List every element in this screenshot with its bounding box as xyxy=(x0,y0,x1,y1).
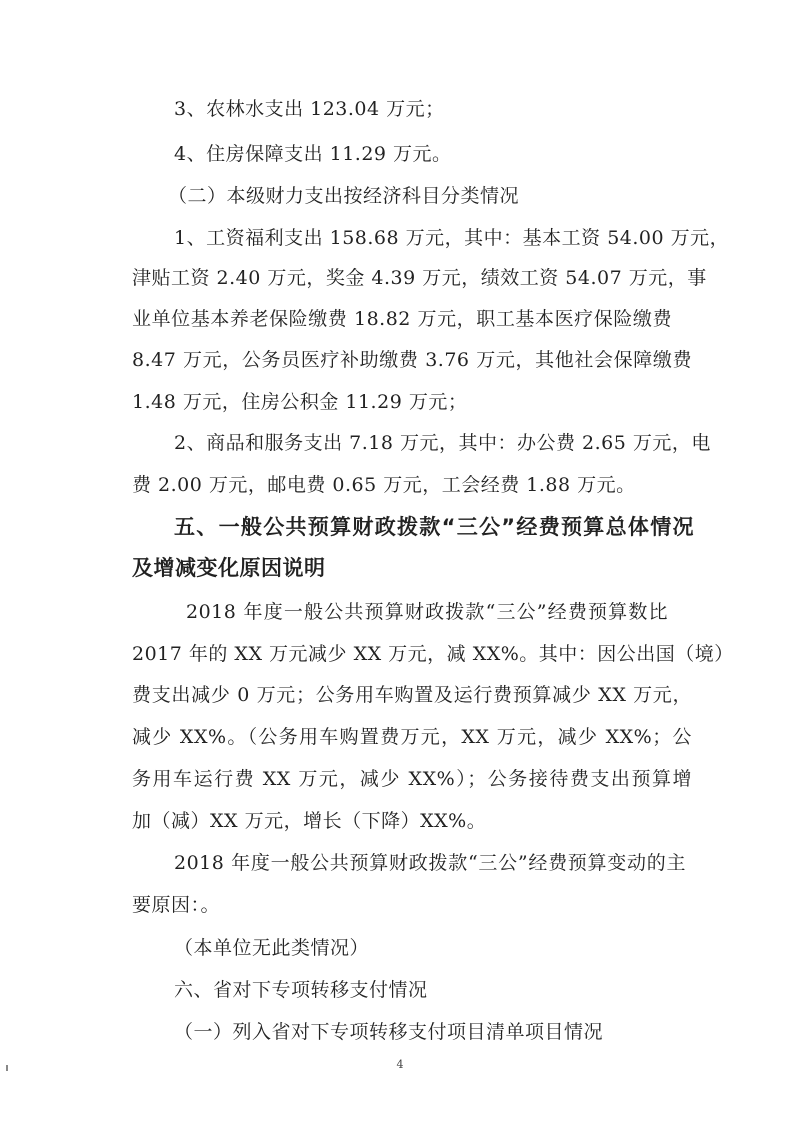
section-heading-five: 五、一般公共预算财政拨款“三公”经费预算总体情况 xyxy=(174,515,694,539)
paragraph-line-wages-1: 1、工资福利支出 158.68 万元，其中：基本工资 54.00 万元， xyxy=(174,227,730,249)
paragraph-line-reason-2: 要原因：。 xyxy=(132,894,221,916)
paragraph-line-sangong-3: 费支出减少 0 万元；公务用车购置及运行费预算减少 XX 万元， xyxy=(132,684,692,706)
section-heading-six: 六、省对下专项转移支付情况 xyxy=(174,979,428,1001)
paragraph-line-wages-4: 8.47 万元，公务员医疗补助缴费 3.76 万元，其他社会保障缴费 xyxy=(132,349,692,371)
paragraph-line-goods-2: 费 2.00 万元，邮电费 0.65 万元，工会经费 1.88 万元。 xyxy=(132,474,636,496)
section-subheading-economic: （二）本级财力支出按经济科目分类情况 xyxy=(168,185,520,207)
paragraph-line-reason-1: 2018 年度一般公共预算财政拨款“三公”经费预算变动的主 xyxy=(174,852,686,874)
paragraph-line-agriculture: 3、农林水支出 123.04 万元； xyxy=(174,98,445,120)
paragraph-line-sangong-1: 2018 年度一般公共预算财政拨款“三公”经费预算数比 xyxy=(186,601,668,623)
paragraph-line-sangong-4: 减少 XX%。（公务用车购置费万元，XX 万元，减少 XX%；公 xyxy=(132,726,692,748)
page-number: 4 xyxy=(396,1058,404,1071)
paragraph-line-housing: 4、住房保障支出 11.29 万元。 xyxy=(174,143,452,165)
paragraph-line-sangong-5: 务用车运行费 XX 万元，减少 XX%）；公务接待费支出预算增 xyxy=(132,768,692,790)
paragraph-line-wages-2: 津贴工资 2.40 万元，奖金 4.39 万元，绩效工资 54.07 万元，事 xyxy=(132,267,707,289)
paragraph-line-wages-3: 业单位基本养老保险缴费 18.82 万元，职工基本医疗保险缴费 xyxy=(132,308,672,330)
paragraph-line-sangong-6: 加（减）XX 万元，增长（下降）XX%。 xyxy=(132,810,487,832)
scan-artifact xyxy=(6,1065,8,1071)
paragraph-line-wages-5: 1.48 万元，住房公积金 11.29 万元； xyxy=(132,391,468,413)
note-no-such-case: （本单位无此类情况） xyxy=(174,937,370,959)
paragraph-line-sangong-2: 2017 年的 XX 万元减少 XX 万元，减 XX%。其中：因公出国（境） xyxy=(132,643,734,665)
section-subheading-transfer-list: （一）列入省对下专项转移支付项目清单项目情况 xyxy=(174,1021,604,1043)
section-heading-five-cont: 及增减变化原因说明 xyxy=(132,556,326,580)
paragraph-line-goods-1: 2、商品和服务支出 7.18 万元，其中：办公费 2.65 万元，电 xyxy=(174,432,711,454)
